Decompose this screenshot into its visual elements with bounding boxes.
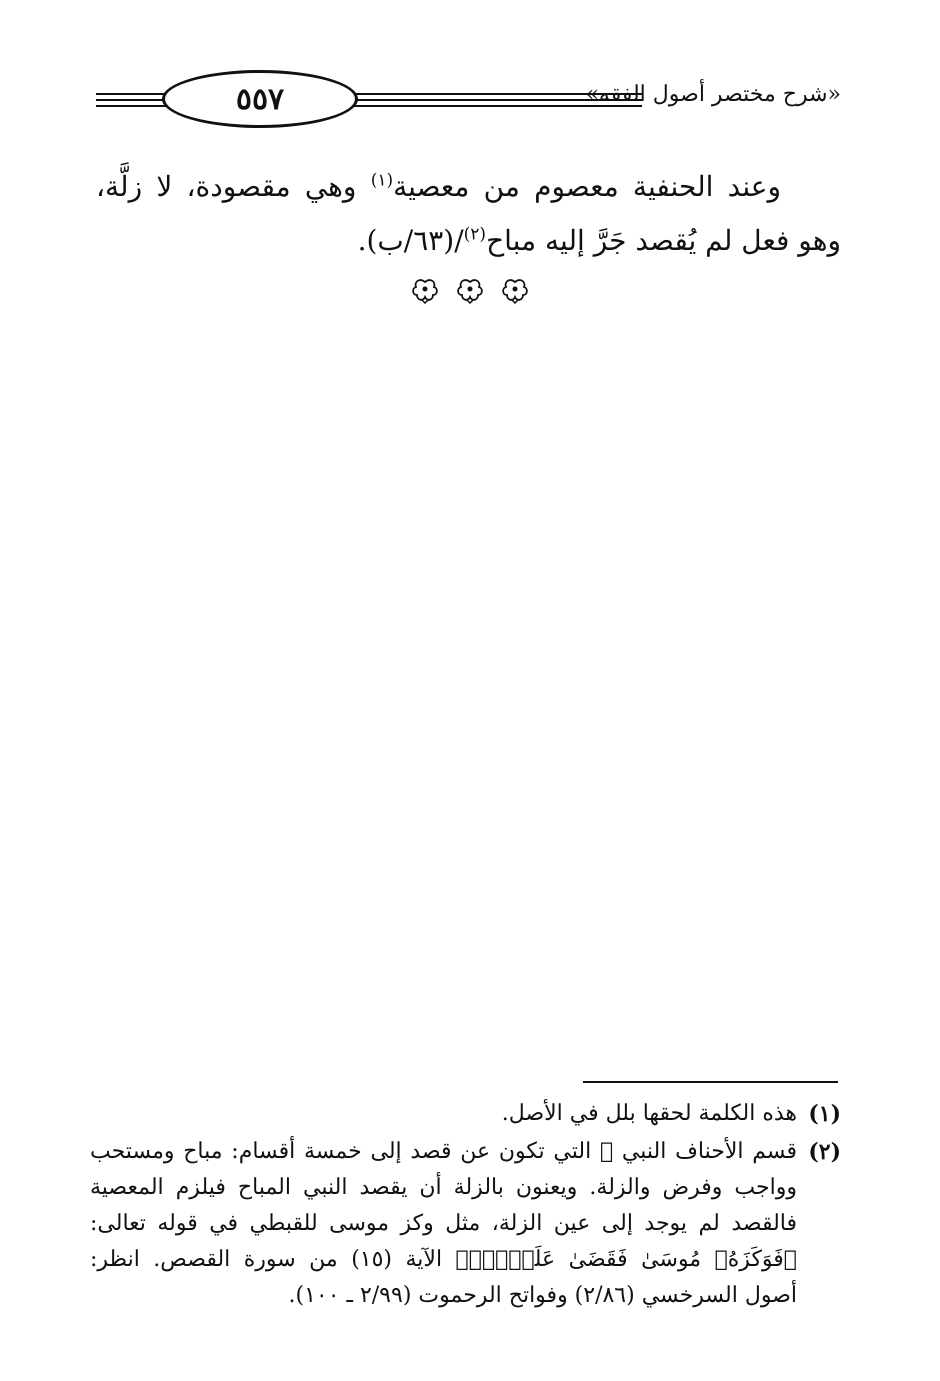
header-rule-left-bottom — [96, 105, 168, 107]
main-paragraph — [96, 160, 841, 268]
header-rule-left-mid — [96, 99, 168, 101]
main-text — [96, 160, 841, 268]
footnote-ref-1: (١) — [370, 170, 394, 191]
paragraph-part-3: /(٦٣/ب). — [357, 224, 464, 257]
page-number-oval — [162, 70, 358, 128]
footnote-separator — [583, 1081, 838, 1083]
footnote-number: (١) — [808, 1101, 841, 1127]
footnote-1 — [90, 1096, 841, 1132]
flower-ornament-icon — [410, 278, 440, 304]
section-end-ornaments — [410, 276, 530, 306]
running-title: «شرح مختصر أصول الفقه» — [585, 82, 841, 107]
flower-ornament-icon — [500, 278, 530, 304]
footnotes — [90, 1096, 841, 1316]
page-number: ٥٥٧ — [235, 81, 285, 117]
paragraph-part-1: وعند الحنفية معصوم من معصية — [393, 170, 781, 203]
footnote-2 — [90, 1134, 841, 1314]
footnote-ref-2: (٢) — [463, 224, 487, 245]
header-rule-left-top — [96, 93, 168, 95]
footnote-text: هذه الكلمة لحقها بلل في الأصل. — [501, 1101, 797, 1126]
flower-ornament-icon — [455, 278, 485, 304]
footnote-number: (٢) — [808, 1139, 841, 1165]
paragraph-part-2: وهي مقصودة، لا زلَّة، وهو فعل لم يُقصد جَرَّ إليه مباح — [96, 170, 841, 257]
footnote-text: قسم الأحناف النبي ﷺ التي تكون عن قصد إلى خمسة أقسام: مباح ومستحب وواجب وفرض والزلة. ويعنون بالزلة أن يقصد النبي المباح فيلزم المعصية فالقصد لم يوجد إلى عين الزلة، مثل وكز موسى للقبطي في قوله تعالى: ﴿فَوَكَزَهُۥ مُوسَىٰ فَقَضَىٰ عَلَيۡهِۖ﴾ الآية (١٥) من سورة القصص. انظر: أصول السرخسي (٢/٨٦) وفواتح الرحموت (٢/٩٩ ـ ١٠٠). — [90, 1139, 797, 1308]
page-header — [96, 66, 841, 130]
